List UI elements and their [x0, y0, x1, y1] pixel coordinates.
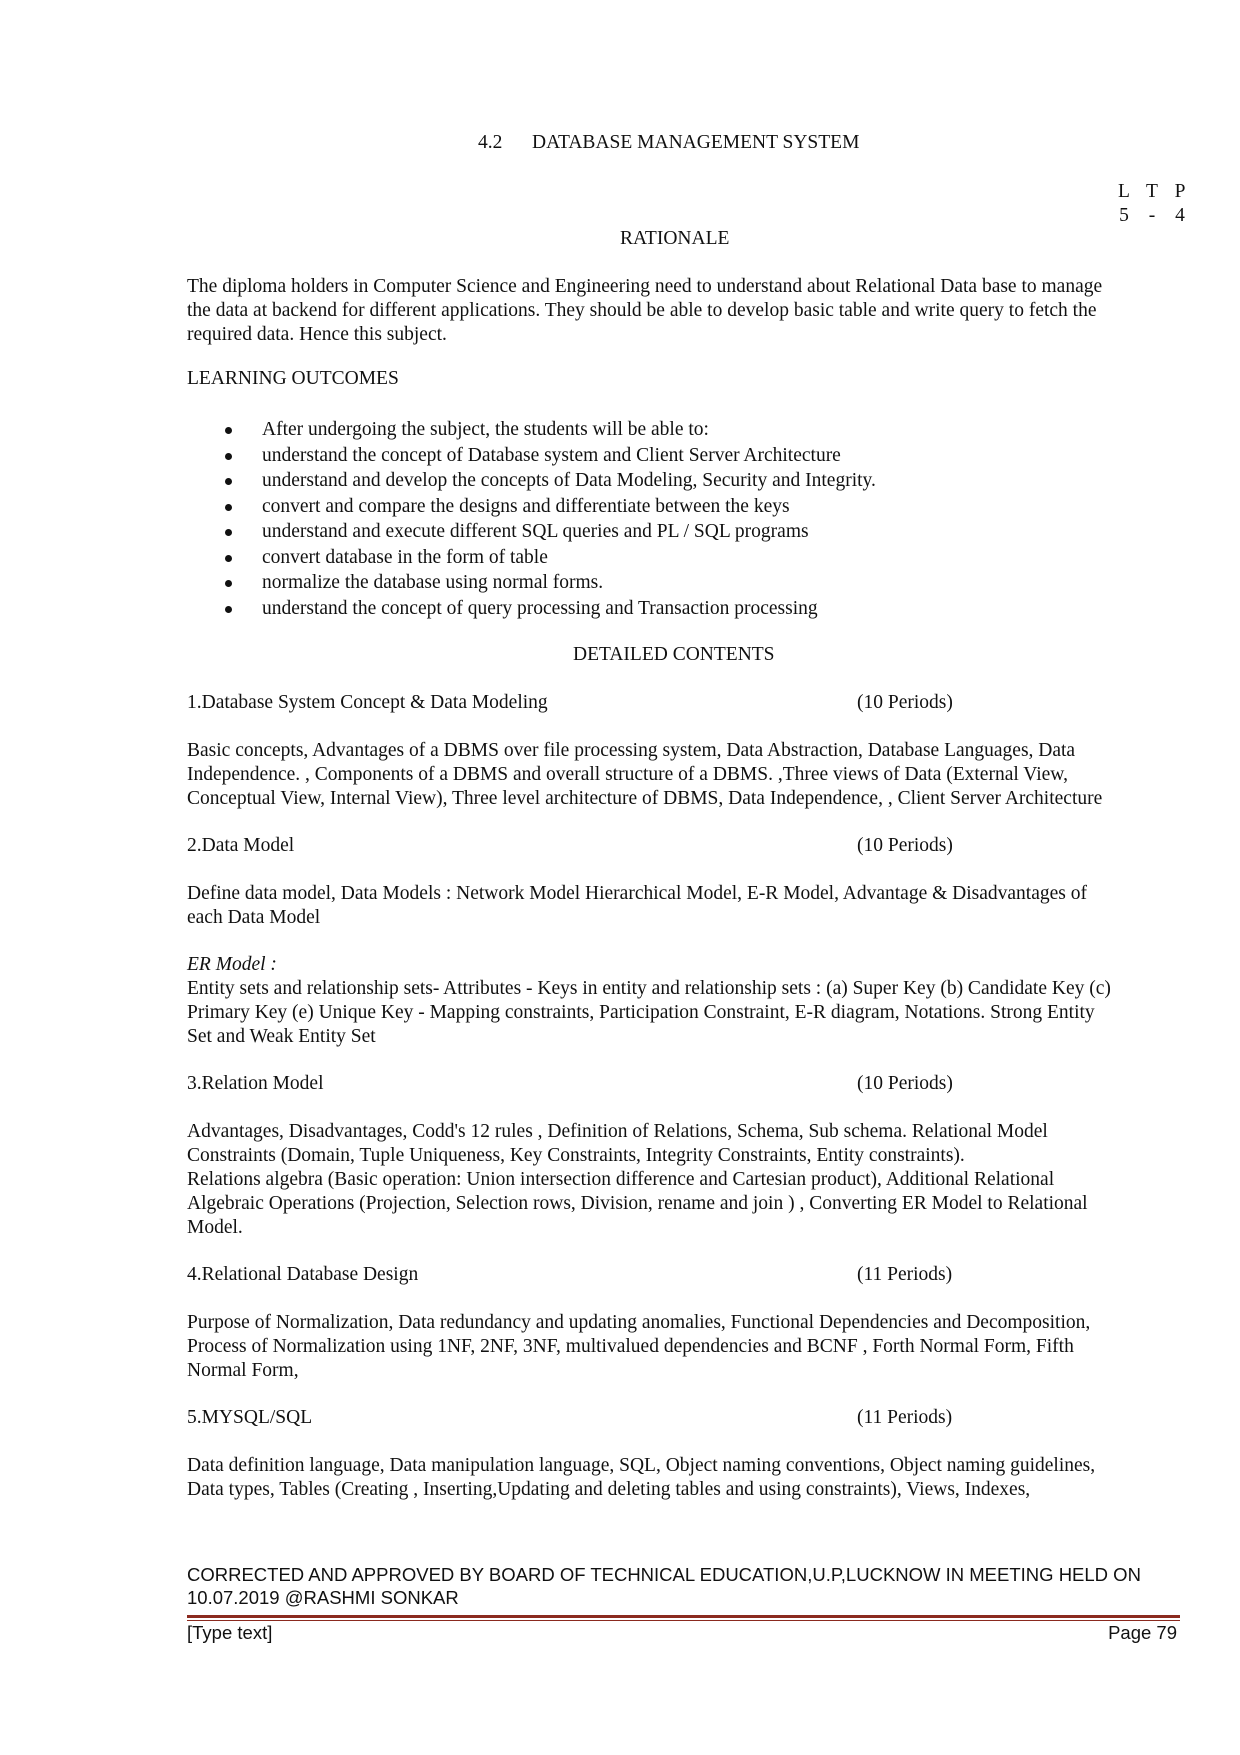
er-model-heading: ER Model : [187, 954, 277, 975]
ltp-label-l: L [1118, 181, 1130, 202]
bullet-icon [225, 504, 232, 511]
list-item-text: understand and execute different SQL queries and PL / SQL programs [262, 521, 809, 542]
bullet-icon [225, 427, 232, 434]
section-body [187, 1120, 1177, 1240]
section-line: Purpose of Normalization, Data redundancy and updating anomalies, Functional Dependencies and Decomposition, [187, 1312, 1091, 1333]
list-item [187, 495, 876, 521]
ltp-value-l: 5 [1119, 205, 1129, 226]
list-item-text: normalize the database using normal forms. [262, 572, 604, 593]
footer-approval-date: 10.07.2019 @RASHMI SONKAR [187, 1587, 459, 1608]
section-line: each Data Model [187, 907, 321, 928]
list-item [187, 597, 876, 623]
bullet-icon [225, 606, 232, 613]
list-item-text: convert database in the form of table [262, 546, 548, 568]
page-number: Page 79 [1108, 1622, 1177, 1643]
section-title: 3.Relation Model [187, 1073, 324, 1094]
section-line: Independence. , Components of a DBMS and overall structure of a DBMS. ,Three views of Data (External View, [187, 764, 1068, 785]
page-title: DATABASE MANAGEMENT SYSTEM [532, 132, 860, 153]
ltp-value-p: 4 [1175, 205, 1185, 226]
list-item-text: understand the concept of Database system and Client Server Architecture [262, 444, 841, 466]
section-line: Data definition language, Data manipulation language, SQL, Object naming conventions, Object naming guidelines, [187, 1455, 1096, 1476]
rationale-line: the data at backend for different applications. They should be able to develop basic table and write query to fetch the [187, 300, 1097, 321]
rationale-line: The diploma holders in Computer Science and Engineering need to understand about Relational Data base to manage [187, 276, 1103, 297]
section-line: Advantages, Disadvantages, Codd's 12 rules , Definition of Relations, Schema, Sub schema. Relational Model [187, 1121, 1048, 1142]
bullet-icon [225, 529, 232, 536]
list-item [187, 571, 876, 597]
section-body [187, 1311, 1177, 1383]
section-line: Data types, Tables (Creating , Inserting,Updating and deleting tables and using constraints), Views, Indexes, [187, 1479, 1031, 1500]
section-periods: (11 Periods) [857, 1264, 953, 1285]
section-line: Normal Form, [187, 1360, 299, 1381]
section-title: 4.Relational Database Design [187, 1264, 419, 1285]
bullet-icon [225, 580, 232, 587]
section-line: Process of Normalization using 1NF, 2NF, 3NF, multivalued dependencies and BCNF , Forth Normal Form, Fifth [187, 1336, 1074, 1357]
section-title: 1.Database System Concept & Data Modeling [187, 692, 548, 713]
section-line: Model. [187, 1217, 243, 1238]
ltp-value-t: - [1148, 205, 1156, 226]
section-line: Conceptual View, Internal View), Three level architecture of DBMS, Data Independence, , Client Server Architecture [187, 788, 1103, 809]
footer-divider-thin [187, 1620, 1180, 1621]
learning-outcomes-heading: LEARNING OUTCOMES [187, 368, 399, 389]
section-line: Algebraic Operations (Projection, Selection rows, Division, rename and join ) , Converting ER Model to Relational [187, 1193, 1088, 1214]
er-model-body [187, 977, 1177, 1049]
section-line: Primary Key (e) Unique Key - Mapping constraints, Participation Constraint, E-R diagram, Notations. Strong Entity [187, 1002, 1095, 1023]
section-periods: (11 Periods) [857, 1407, 953, 1428]
footer-left-text: [Type text] [187, 1622, 273, 1643]
list-item [187, 444, 876, 470]
section-body [187, 882, 1177, 930]
list-item [187, 520, 876, 546]
section-title: 5.MYSQL/SQL [187, 1407, 313, 1428]
footer-divider [187, 1615, 1180, 1618]
bullet-icon [225, 453, 232, 460]
bullet-icon [225, 555, 232, 562]
section-body [187, 739, 1177, 811]
section-periods: (10 Periods) [857, 1073, 953, 1094]
list-item [187, 418, 876, 444]
ltp-label-t: T [1146, 181, 1158, 202]
detailed-contents-heading: DETAILED CONTENTS [573, 644, 775, 665]
section-title: 2.Data Model [187, 835, 295, 856]
rationale-line: required data. Hence this subject. [187, 324, 447, 345]
section-periods: (10 Periods) [857, 835, 953, 856]
ltp-values [1110, 204, 1194, 228]
section-line: Define data model, Data Models : Network Model Hierarchical Model, E-R Model, Advantage & Disadvantages of [187, 883, 1087, 904]
list-item-text: After undergoing the subject, the students will be able to: [262, 419, 709, 440]
footer-approval-line: CORRECTED AND APPROVED BY BOARD OF TECHNICAL EDUCATION,U.P,LUCKNOW IN MEETING HELD ON [187, 1564, 1141, 1585]
section-line: Basic concepts, Advantages of a DBMS over file processing system, Data Abstraction, Database Languages, Data [187, 740, 1076, 761]
list-item-text: understand and develop the concepts of Data Modeling, Security and Integrity. [262, 470, 876, 491]
section-body [187, 1454, 1177, 1502]
bullet-icon [225, 478, 232, 485]
learning-outcomes-list [187, 418, 876, 622]
list-item [187, 469, 876, 495]
ltp-label-p: P [1174, 181, 1186, 202]
section-line: Relations algebra (Basic operation: Union intersection difference and Cartesian product), Additional Relational [187, 1169, 1055, 1190]
list-item [187, 546, 876, 572]
ltp-labels [1110, 180, 1194, 204]
rationale-heading: RATIONALE [620, 228, 730, 249]
list-item-text: convert and compare the designs and differentiate between the keys [262, 495, 790, 517]
section-line: Entity sets and relationship sets- Attributes - Keys in entity and relationship sets : (a) Super Key (b) Candidate Key (c) [187, 978, 1111, 999]
rationale-text [187, 275, 1177, 347]
section-line: Constraints (Domain, Tuple Uniqueness, Key Constraints, Integrity Constraints, Entity constraints). [187, 1145, 965, 1166]
section-periods: (10 Periods) [857, 692, 953, 713]
list-item-text: understand the concept of query processing and Transaction processing [262, 597, 818, 619]
section-line: Set and Weak Entity Set [187, 1026, 376, 1047]
title-number: 4.2 [478, 132, 503, 153]
